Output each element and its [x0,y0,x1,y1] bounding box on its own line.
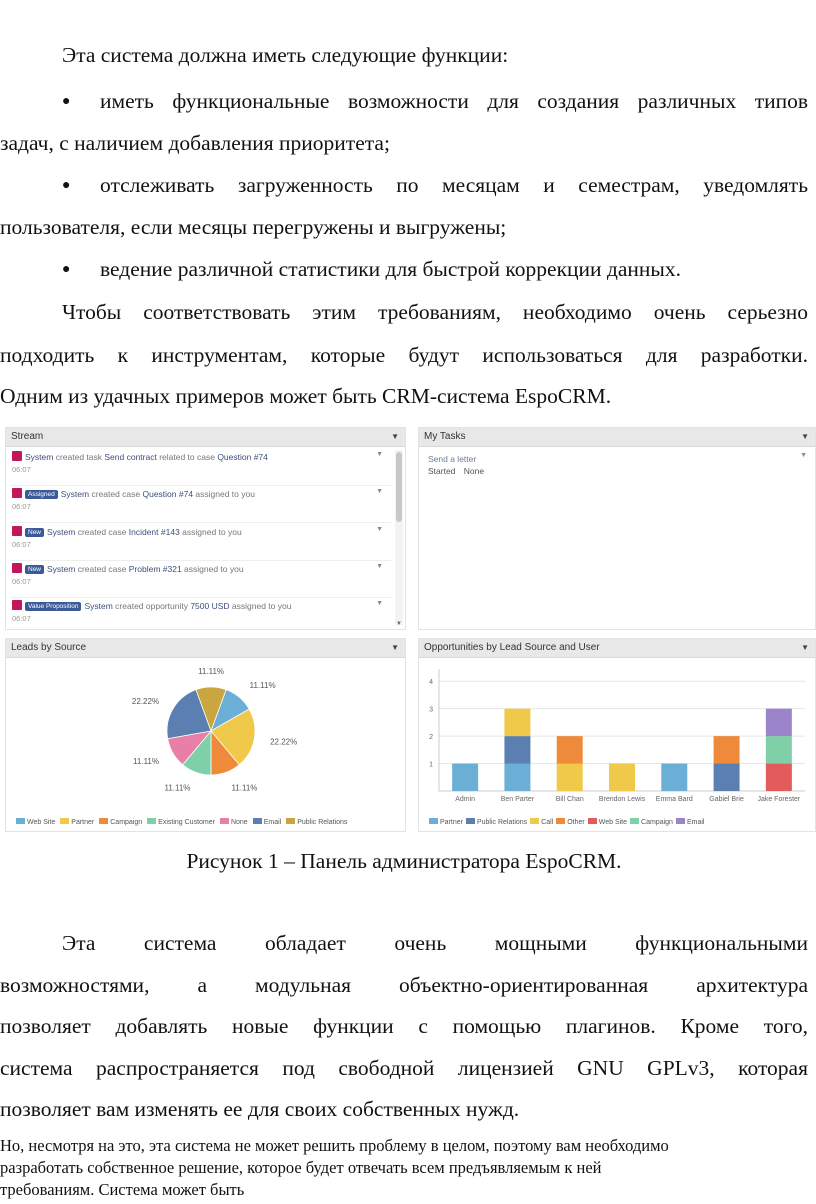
stream-verb: created case [75,527,129,537]
bar-segment[interactable] [504,764,530,791]
legend-swatch [530,818,539,824]
bar-segment[interactable] [766,709,792,736]
legend-label: Web Site [598,819,628,826]
stream-link[interactable]: Question #74 [142,489,194,499]
stream-verb: created task [53,452,105,462]
scrollbar[interactable] [395,450,403,625]
para2-line3: Одним из удачных примеров может быть CRM-система EspoCRM. [0,384,612,408]
legend-swatch [466,818,475,824]
bullet-marker: ● [62,94,71,109]
my-tasks-panel-header [419,428,815,447]
divider [10,597,391,598]
legend-item[interactable] [588,818,627,826]
stream-entity-icon [12,451,22,461]
para2-line2: подходить к инструментам, которые будут использоваться для разработки. [0,343,808,367]
bar-segment[interactable] [609,764,635,791]
legend-label: Campaign [110,819,143,826]
stream-panel-title: Stream [11,431,44,442]
item-options-icon[interactable]: ▼ [376,563,383,570]
opportunities-bar-chart [419,659,815,811]
stream-entity-icon [12,488,22,498]
scroll-down-arrow-icon[interactable]: ▼ [396,621,402,627]
leads-legend [16,811,352,829]
legend-label: None [230,819,248,826]
status-badge: New [25,565,44,574]
legend-label: Partner [71,819,95,826]
bullet2-line2: пользователя, если месяцы перегружены и выгружены; [0,215,507,239]
stream-item[interactable] [12,526,383,549]
pie-slice-label: 22.22% [131,696,160,706]
stream-time: 06:07 [12,614,31,623]
legend-label: Web Site [27,819,56,826]
stream-entity-icon [12,600,22,610]
pie-slice-label: 11.11% [133,756,160,766]
status-badge: Assigned [25,490,58,499]
legend-item[interactable] [466,818,527,826]
pie-slice-label: 11.11% [231,783,258,793]
stream-item[interactable] [12,563,383,586]
stream-item[interactable] [12,600,383,623]
scrollbar-thumb[interactable] [396,452,402,522]
task-item[interactable] [428,454,484,476]
legend-item[interactable] [556,818,585,826]
x-tick-label: Admin [455,796,476,803]
leads-panel-title: Leads by Source [11,642,87,653]
leads-panel-header [6,639,405,658]
bar-segment[interactable] [714,764,740,791]
legend-swatch [429,818,438,824]
legend-item[interactable] [220,818,248,826]
legend-swatch [99,818,108,824]
bar-segment[interactable] [766,736,792,763]
legend-swatch [16,818,25,824]
chevron-down-icon[interactable]: ▼ [801,432,809,441]
legend-label: Email [263,819,282,826]
pie-slice-label: 11.11% [249,681,276,691]
para4-line2: разработать собственное решение, которое будет отвечать всем предъявляемым к ней [0,1158,602,1177]
stream-item[interactable] [12,451,383,474]
intro-line: Эта система должна иметь следующие функции: [62,43,509,67]
stream-actor[interactable]: System [25,452,54,462]
opportunities-legend [429,811,707,829]
y-tick-label: 1 [429,761,433,769]
bullet-marker: ● [62,178,71,193]
legend-label: Public Relations [476,819,528,826]
legend-swatch [253,818,262,824]
legend-label: Call [541,819,554,826]
x-tick-label: Gabiel Brie [709,796,744,803]
item-options-icon[interactable]: ▼ [376,488,383,495]
stream-link[interactable]: Incident #143 [128,527,180,537]
pie-slice-label: 22.22% [270,737,298,747]
stream-item[interactable] [12,488,383,511]
stream-rest: related to case [156,452,218,462]
stream-link[interactable]: Send contract [104,452,157,462]
legend-swatch [676,818,685,824]
divider [10,522,391,523]
stream-panel [5,427,406,630]
x-tick-label: Brendon Lewis [598,796,646,803]
x-tick-label: Bill Chan [555,796,584,803]
legend-swatch [630,818,639,824]
legend-item[interactable] [676,818,705,826]
bullet3-line: ведение различной статистики для быстрой коррекции данных. [100,257,681,281]
legend-swatch [220,818,229,824]
y-tick-label: 2 [429,734,433,742]
legend-label: Other [567,819,585,826]
stream-rest: assigned to you [193,489,255,499]
figure-caption: Рисунок 1 – Панель администратора EspoCRM. [186,849,622,873]
bullet2-line1: отслеживать загруженность по месяцам и семестрам, уведомлять [100,173,808,197]
opportunities-panel-header [419,639,815,658]
legend-item[interactable] [16,818,55,826]
bar-segment[interactable] [504,709,530,736]
stream-time: 06:07 [12,465,31,474]
legend-item[interactable] [99,818,142,826]
legend-swatch [556,818,565,824]
stream-time: 06:07 [12,577,31,586]
pie-slice-label: 11.11% [164,783,191,793]
x-tick-label: Ben Parter [500,796,535,803]
stream-actor[interactable]: System [60,489,90,499]
bar-segment[interactable] [504,736,530,763]
legend-item[interactable] [60,818,94,826]
chevron-down-icon[interactable]: ▼ [391,432,399,441]
status-badge: Value Proposition [25,602,81,611]
legend-label: Partner [440,819,463,826]
legend-label: Campaign [641,819,673,826]
task-name[interactable]: Send a letter [428,454,477,464]
stream-panel-header [6,428,405,447]
stream-link[interactable]: 7500 USD [190,601,230,611]
para4-line3: требованиям. Система может быть [0,1180,245,1199]
leads-pie-chart [6,659,405,809]
my-tasks-panel-title: My Tasks [424,431,466,442]
divider [10,485,391,486]
item-options-icon[interactable]: ▼ [376,600,383,607]
legend-swatch [286,818,295,824]
bar-segment[interactable] [557,764,583,791]
task-status [428,466,484,476]
task-status-value: None [463,466,485,476]
stream-verb: created opportunity [112,601,191,611]
stream-rest: assigned to you [181,564,244,574]
divider [10,560,391,561]
para3-line3: позволяет добавлять новые функции с помощью плагинов. Кроме того, [0,1014,808,1038]
legend-item[interactable] [429,818,463,826]
legend-swatch [60,818,69,824]
stream-verb: created case [75,564,129,574]
bar-segment[interactable] [766,764,792,791]
stream-rest: assigned to you [229,601,292,611]
item-options-icon[interactable]: ▼ [376,451,383,458]
stream-entity-icon [12,526,22,536]
bar-segment[interactable] [714,736,740,763]
opportunities-panel [418,638,816,832]
x-tick-label: Jake Forester [757,796,801,803]
stream-link[interactable]: Problem #321 [128,564,182,574]
para3-line1: Эта система обладает очень мощными функциональными [62,931,808,955]
para3-line4: система распространяется под свободной лицензией GNU GPLv3, которая [0,1056,808,1080]
legend-swatch [588,818,597,824]
legend-label: Public Relations [297,819,348,826]
stream-verb: created case [89,489,143,499]
legend-item[interactable] [147,818,215,826]
para3-line5: позволяет вам изменять ее для своих собственных нужд. [0,1097,520,1121]
my-tasks-panel [418,427,816,630]
x-tick-label: Emma Bard [655,796,693,803]
task-options-icon[interactable]: ▼ [800,452,807,459]
item-options-icon[interactable]: ▼ [376,526,383,533]
bar-segment[interactable] [557,736,583,763]
pie-slice-label: 11.11% [198,667,225,676]
legend-item[interactable] [286,818,347,826]
stream-actor[interactable]: System [47,527,76,537]
bullet1-line2: задач, с наличием добавления приоритета; [0,131,390,155]
y-tick-label: 3 [429,706,433,714]
y-tick-label: 4 [429,679,433,687]
legend-label: Email [686,819,705,826]
legend-item[interactable] [630,818,673,826]
stream-actor[interactable]: System [84,601,113,611]
legend-label: Existing Customer [158,819,215,826]
stream-time: 06:07 [12,502,31,511]
legend-item[interactable] [253,818,282,826]
para2-line1: Чтобы соответствовать этим требованиям, необходимо очень серьезно [62,300,808,324]
stream-link-secondary[interactable]: Question #74 [217,452,268,462]
stream-actor[interactable]: System [47,564,76,574]
stream-entity-icon [12,563,22,573]
legend-swatch [147,818,156,824]
bullet1-line1: иметь функциональные возможности для создания различных типов [100,89,808,113]
para3-line2: возможностями, а модульная объектно-ориентированная архитектура [0,973,808,997]
bar-segment[interactable] [452,764,478,791]
legend-item[interactable] [530,818,553,826]
task-status-label: Started [428,466,456,476]
para4-line1: Но, несмотря на это, эта система не может решить проблему в целом, поэтому вам необходимо [0,1136,669,1155]
bullet-marker: ● [62,262,71,277]
opportunities-panel-title: Opportunities by Lead Source and User [424,642,600,653]
chevron-down-icon[interactable]: ▼ [801,643,809,652]
leads-by-source-panel [5,638,406,832]
stream-rest: assigned to you [179,527,242,537]
bar-segment[interactable] [661,764,687,791]
chevron-down-icon[interactable]: ▼ [391,643,399,652]
status-badge: New [25,528,44,537]
stream-time: 06:07 [12,540,31,549]
